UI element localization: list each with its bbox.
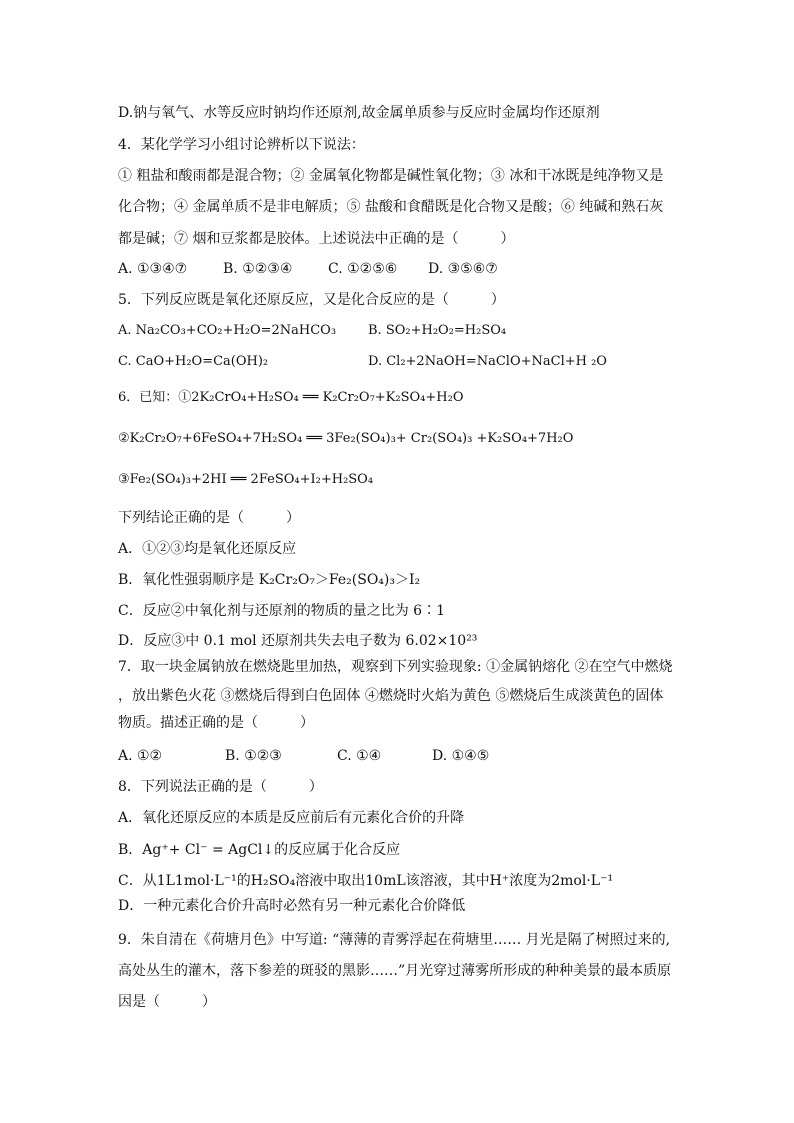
- question-5-stem: 5．下列反应既是氧化还原反应，又是化合反应的是（ ）: [118, 292, 505, 308]
- question-9-line-2: 高处丛生的灌木，落下参差的斑驳的黑影……”月光穿过薄雾所形成的种种美景的最本质原: [118, 963, 672, 979]
- question-6-option-c[interactable]: C．反应②中氧化剂与还原剂的物质的量之比为 6∶1: [118, 603, 445, 619]
- question-8-option-c[interactable]: C．从1L1mol·L⁻¹的H₂SO₄溶液中取出10mL该溶液，其中H⁺浓度为2mol·L⁻¹: [118, 873, 614, 889]
- option-d-previous-question: D.钠与氧气、水等反应时钠均作还原剂,故金属单质参与反应时金属均作还原剂: [118, 105, 600, 121]
- question-9-line-3: 因是（ ）: [118, 994, 216, 1010]
- question-4-body-line-3: 都是碱；⑦ 烟和豆浆都是胶体。上述说法中正确的是（ ）: [118, 231, 515, 247]
- question-8-option-b[interactable]: B．Ag⁺+ Cl⁻ = AgCl↓的反应属于化合反应: [118, 842, 401, 858]
- question-5-option-a[interactable]: A. Na₂CO₃+CO₂+H₂O=2NaHCO₃: [118, 323, 337, 338]
- question-5-option-c[interactable]: C. CaO+H₂O=Ca(OH)₂: [118, 354, 269, 369]
- question-6-reaction-1: 6．已知：①2K₂CrO₄+H₂SO₄ ══ K₂Cr₂O₇+K₂SO₄+H₂O: [118, 390, 464, 405]
- question-6-option-d[interactable]: D．反应③中 0.1 mol 还原剂共失去电子数为 6.02×10²³: [118, 633, 478, 649]
- question-8-option-d[interactable]: D．一种元素化合价升高时必然有另一种元素化合价降低: [118, 898, 466, 914]
- question-9-line-1: 9．朱自清在《荷塘月色》中写道: “薄薄的青雾浮起在荷塘里…… 月光是隔了树照过来的,: [118, 932, 671, 948]
- question-7-option-c[interactable]: C. ①④: [337, 748, 382, 764]
- question-7-line-1: 7．取一块金属钠放在燃烧匙里加热，观察到下列实验现象: ①金属钠熔化 ②在空气中燃烧: [118, 659, 673, 675]
- question-8-stem: 8．下列说法正确的是（ ）: [118, 779, 323, 795]
- question-4-body-line-2: 化合物；④ 金属单质不是非电解质；⑤ 盐酸和食醋既是化合物又是酸；⑥ 纯碱和熟石灰: [118, 199, 664, 215]
- question-7-option-b[interactable]: B. ①②③: [225, 748, 282, 764]
- question-4-option-a[interactable]: A. ①③④⑦: [118, 261, 188, 277]
- question-6-stem: 下列结论正确的是（ ）: [118, 510, 300, 526]
- question-7-options: [118, 746, 678, 766]
- question-8-option-a[interactable]: A．氧化还原反应的本质是反应前后有元素化合价的升降: [118, 810, 465, 826]
- question-5-options-cd: [118, 352, 678, 372]
- question-7-line-2: ，放出紫色火花 ③燃烧后得到白色固体 ④燃烧时火焰为黄色 ⑤燃烧后生成淡黄色的固体: [118, 688, 664, 704]
- question-4-options: [118, 259, 678, 279]
- question-5-options-ab: [118, 321, 678, 341]
- question-7-option-d[interactable]: D. ①④⑤: [432, 748, 490, 764]
- question-7-option-a[interactable]: A. ①②: [118, 748, 163, 764]
- question-7-line-3: 物质。描述正确的是（ ）: [118, 715, 314, 731]
- question-5-option-d[interactable]: D. Cl₂+2NaOH=NaClO+NaCl+H ₂O: [368, 354, 607, 369]
- question-6-option-a[interactable]: A．①②③均是氧化还原反应: [118, 541, 297, 557]
- question-4-option-b[interactable]: B. ①②③④: [223, 261, 293, 277]
- question-4-body-line-1: ① 粗盐和酸雨都是混合物；② 金属氧化物都是碱性氧化物；③ 冰和干冰既是纯净物又是: [118, 168, 664, 184]
- question-6-option-b[interactable]: B．氧化性强弱顺序是 K₂Cr₂O₇＞Fe₂(SO₄)₃＞I₂: [118, 572, 421, 588]
- question-4-option-d[interactable]: D. ③⑤⑥⑦: [428, 261, 498, 277]
- question-4-option-c[interactable]: C. ①②⑤⑥: [328, 261, 398, 277]
- question-6-reaction-3: ③Fe₂(SO₄)₃+2HI ══ 2FeSO₄+I₂+H₂SO₄: [118, 472, 374, 487]
- question-5-option-b[interactable]: B. SO₂+H₂O₂=H₂SO₄: [368, 323, 507, 338]
- question-6-reaction-2: ②K₂Cr₂O₇+6FeSO₄+7H₂SO₄ ══ 3Fe₂(SO₄)₃+ Cr₂(SO₄)₃ +K₂SO₄+7H₂O: [118, 431, 574, 446]
- question-4-stem: 4．某化学学习小组讨论辨析以下说法：: [118, 137, 365, 153]
